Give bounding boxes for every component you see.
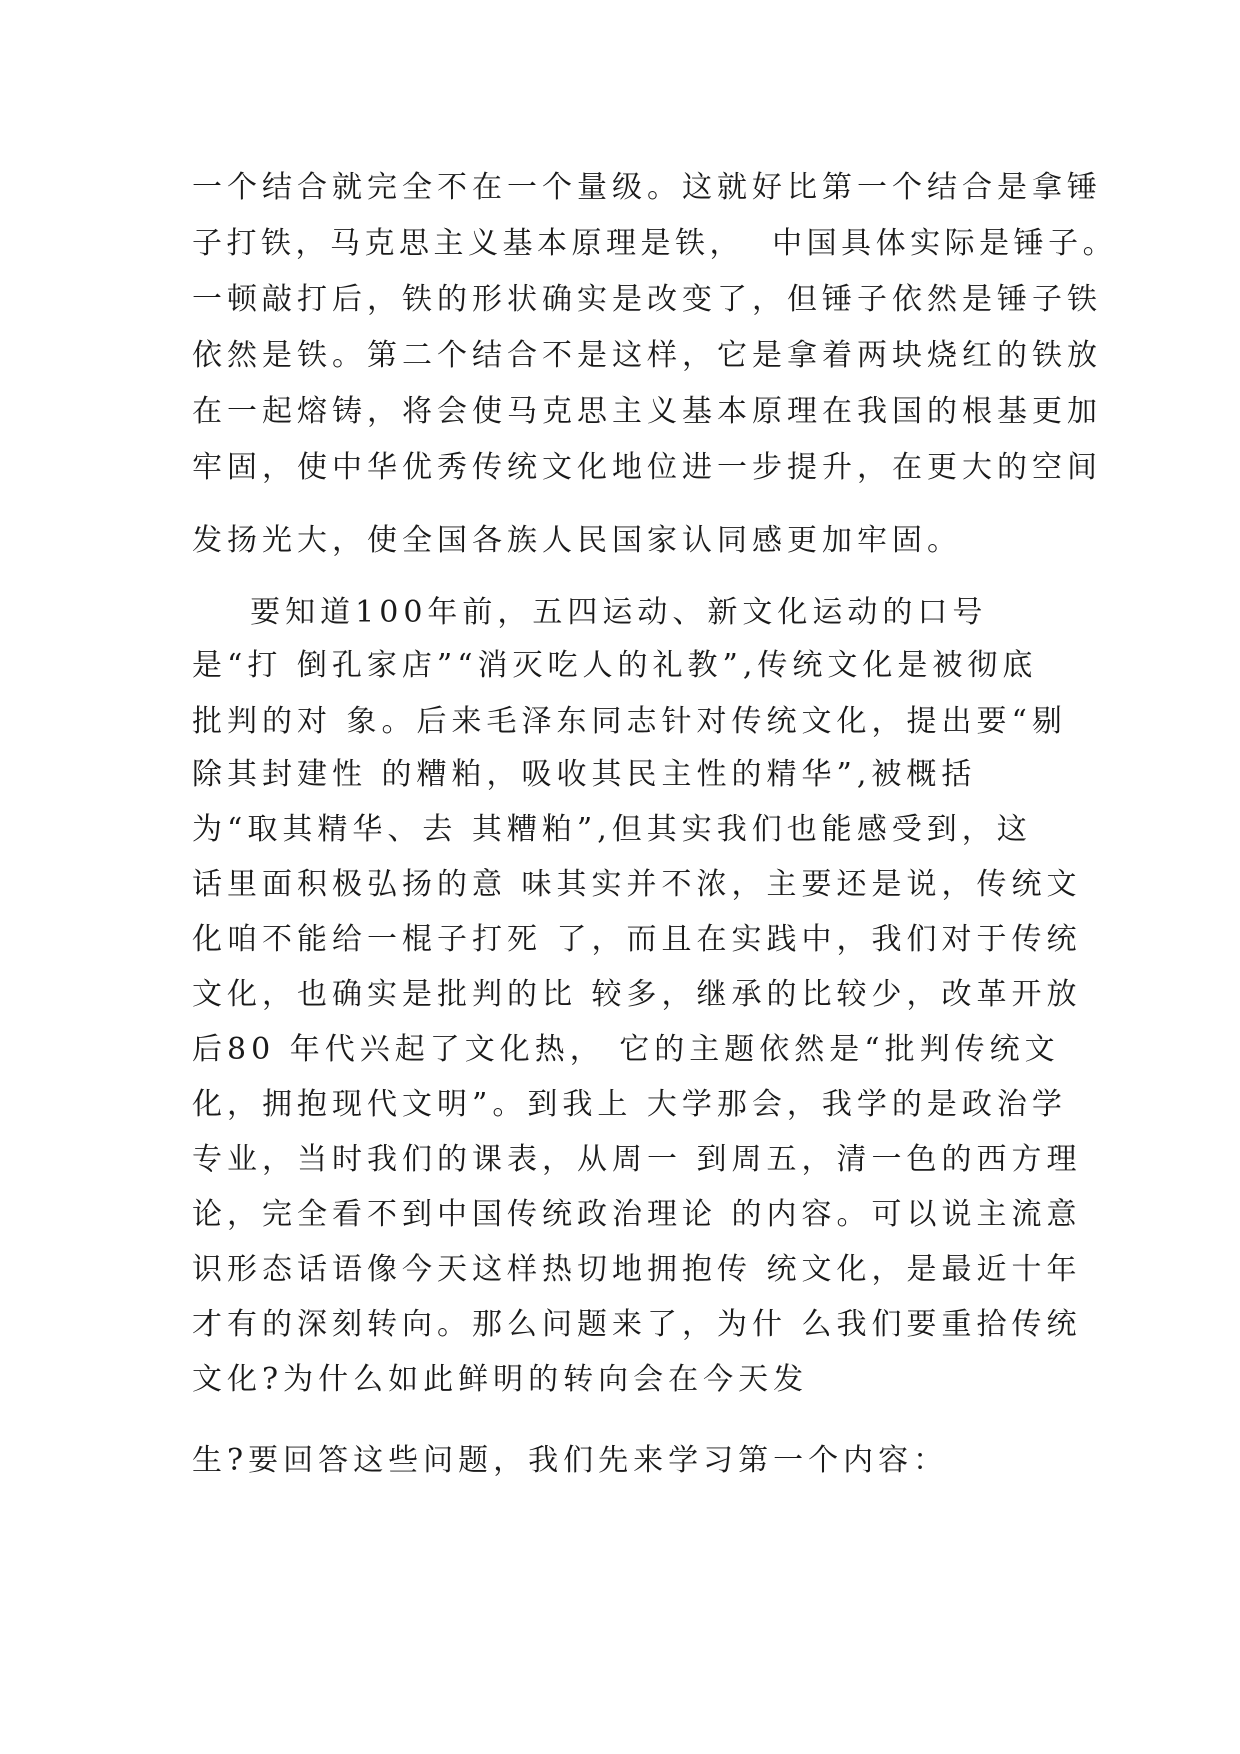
paragraph-2-line-4: 除其封建性 的糟粕，吸收其民主性的精华”,被概括 — [192, 757, 977, 792]
paragraph-2-line-12: 论，完全看不到中国传统政治理论 的内容。可以说主流意 — [192, 1197, 1082, 1232]
paragraph-1-line-1: 一个结合就完全不在一个量级。这就好比第一个结合是拿锤 — [192, 170, 1102, 205]
paragraph-1-line-6: 牢固，使中华优秀传统文化地位进一步提升，在更大的空间 — [192, 450, 1102, 485]
paragraph-2-line-5: 为“取其精华、去 其糟粕”,但其实我们也能感受到，这 — [192, 812, 1032, 847]
paragraph-2-line-9: 后80 年代兴起了文化热， 它的主题依然是“批判传统文 — [192, 1032, 1060, 1067]
paragraph-2-line-3: 批判的对 象。后来毛泽东同志针对传统文化，提出要“剔 — [192, 704, 1067, 739]
paragraph-1-line-3: 一顿敲打后，铁的形状确实是改变了，但锤子依然是锤子铁 — [192, 282, 1102, 317]
paragraph-1-line-4: 依然是铁。第二个结合不是这样，它是拿着两块烧红的铁放 — [192, 338, 1102, 373]
paragraph-1-line-5: 在一起熔铸，将会使马克思主义基本原理在我国的根基更加 — [192, 394, 1102, 429]
paragraph-1-line-2: 子打铁，马克思主义基本原理是铁， 中国具体实际是锤子。 — [192, 226, 1118, 261]
paragraph-2-line-6: 话里面积极弘扬的意 味其实并不浓，主要还是说，传统文 — [192, 867, 1082, 902]
paragraph-2-line-2: 是“打 倒孔家店”“消灭吃人的礼教”,传统文化是被彻底 — [192, 648, 1038, 683]
paragraph-2-line-16: 生?要回答这些问题，我们先来学习第一个内容： — [192, 1443, 949, 1478]
paragraph-2-line-7: 化咱不能给一棍子打死 了，而且在实践中，我们对于传统 — [192, 922, 1082, 957]
paragraph-2-line-15: 文化?为什么如此鲜明的转向会在今天发 — [192, 1362, 809, 1397]
paragraph-2-line-13: 识形态话语像今天这样热切地拥抱传 统文化，是最近十年 — [192, 1252, 1082, 1287]
paragraph-2-line-8: 文化，也确实是批判的比 较多，继承的比较少，改革开放 — [192, 977, 1082, 1012]
paragraph-1-line-7: 发扬光大，使全国各族人民国家认同感更加牢固。 — [192, 523, 962, 558]
paragraph-2-line-1: 要知道100年前，五四运动、新文化运动的口号 — [192, 595, 988, 630]
paragraph-2-line-14: 才有的深刻转向。那么问题来了，为什 么我们要重拾传统 — [192, 1307, 1082, 1342]
paragraph-2-line-11: 专业，当时我们的课表，从周一 到周五，清一色的西方理 — [192, 1142, 1082, 1177]
paragraph-2-line-10: 化，拥抱现代文明”。到我上 大学那会，我学的是政治学 — [192, 1087, 1067, 1122]
